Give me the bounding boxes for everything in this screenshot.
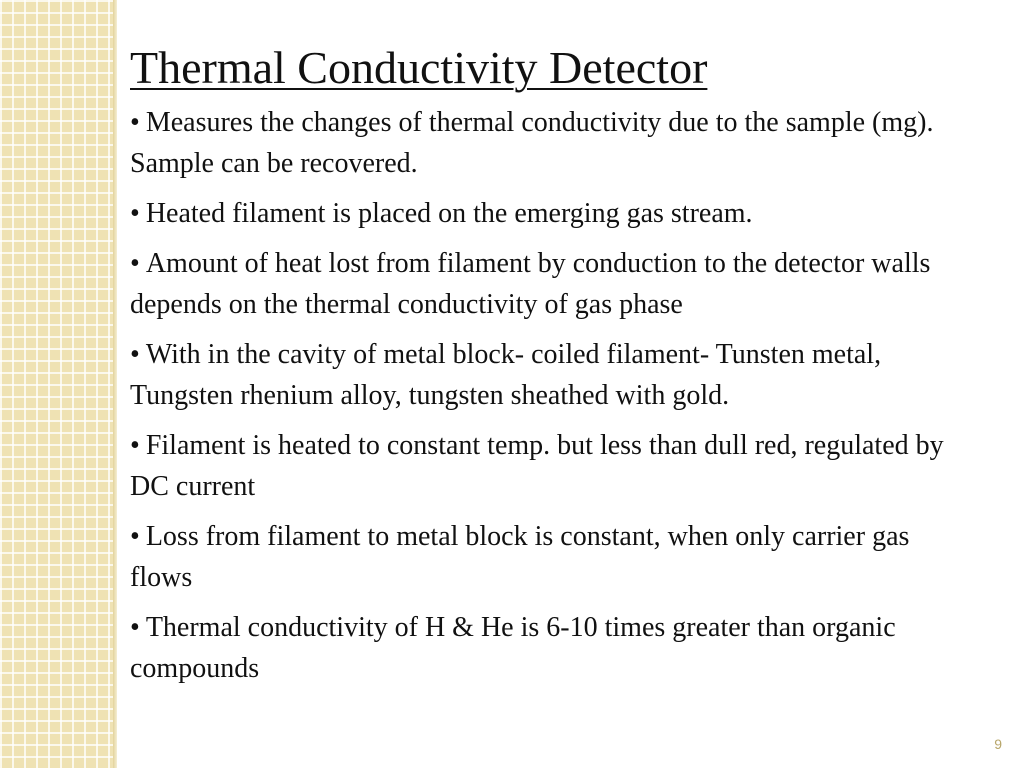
slide-content bbox=[130, 40, 970, 698]
bullet-glyph: • bbox=[130, 521, 140, 552]
bullet-glyph: • bbox=[130, 612, 140, 643]
bullet-text: Filament is heated to constant temp. but less than dull red, regulated by DC current bbox=[130, 430, 944, 502]
bullet-glyph: • bbox=[130, 339, 140, 370]
bullet-glyph: • bbox=[130, 198, 140, 229]
bullet-text: Amount of heat lost from filament by conduction to the detector walls depends on the thermal conductivity of gas phase bbox=[130, 248, 931, 320]
bullet-text: Heated filament is placed on the emerging gas stream. bbox=[145, 198, 753, 229]
bullet-text: Loss from filament to metal block is constant, when only carrier gas flows bbox=[130, 521, 910, 593]
bullet-glyph: • bbox=[130, 430, 140, 461]
bullet-item bbox=[130, 243, 970, 325]
bullet-glyph: • bbox=[130, 107, 140, 138]
bullet-item bbox=[130, 516, 970, 598]
page-number: 9 bbox=[994, 736, 1002, 752]
bullet-text: Measures the changes of thermal conductivity due to the sample (mg). Sample can be recovered. bbox=[130, 107, 934, 179]
bullet-text: Thermal conductivity of H & He is 6-10 times greater than organic compounds bbox=[130, 612, 896, 684]
bullet-glyph: • bbox=[130, 248, 140, 279]
bullet-item bbox=[130, 193, 970, 234]
bullet-list bbox=[130, 102, 970, 689]
slide-title: Thermal Conductivity Detector bbox=[130, 42, 708, 93]
bullet-item bbox=[130, 334, 970, 416]
decorative-side-pattern bbox=[0, 0, 113, 768]
bullet-item bbox=[130, 102, 970, 184]
side-pattern-edge bbox=[113, 0, 117, 768]
bullet-text: With in the cavity of metal block- coiled filament- Tunsten metal, Tungsten rhenium alloy, tungsten sheathed with gold. bbox=[130, 339, 882, 411]
bullet-item bbox=[130, 425, 970, 507]
bullet-item bbox=[130, 607, 970, 689]
